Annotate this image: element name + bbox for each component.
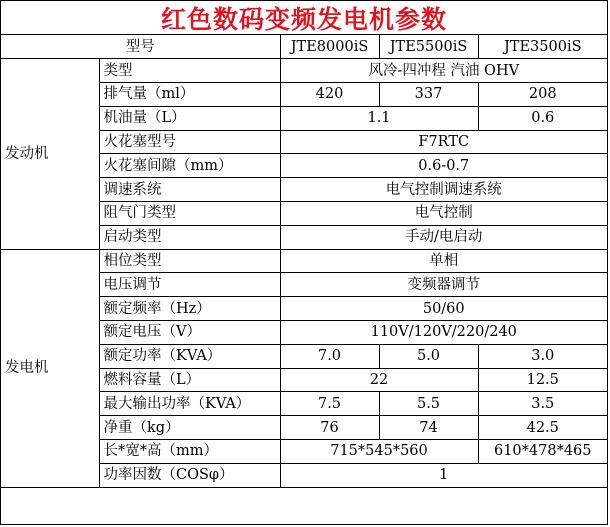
table-row [1, 249, 607, 273]
row-value: 手动/电启动 [280, 225, 607, 249]
group-engine: 发动机 [1, 59, 99, 249]
row-value: 208 [478, 83, 607, 107]
row-value: 电气控制 [280, 202, 607, 226]
row-value: 0.6 [478, 106, 607, 130]
header-row [1, 35, 607, 59]
row-value: 3.5 [478, 392, 607, 416]
model-col-3: JTE3500iS [478, 35, 607, 59]
row-value: 12.5 [478, 368, 607, 392]
row-label: 启动类型 [99, 225, 280, 249]
row-value: 5.5 [379, 392, 478, 416]
row-label: 机油量（L） [99, 106, 280, 130]
row-label: 长*宽*高（mm） [99, 440, 280, 464]
row-value: 3.0 [478, 344, 607, 368]
row-label: 排气量（ml） [99, 83, 280, 107]
row-value: 变频器调节 [280, 273, 607, 297]
row-value: 0.6-0.7 [280, 154, 607, 178]
model-col-2: JTE5500iS [379, 35, 478, 59]
row-value: 单相 [280, 249, 607, 273]
row-value: 5.0 [379, 344, 478, 368]
row-value: F7RTC [280, 130, 607, 154]
row-value: 715*545*560 [280, 440, 478, 464]
row-label: 净重（kg） [99, 416, 280, 440]
row-label: 燃料容量（L） [99, 368, 280, 392]
row-value: 42.5 [478, 416, 607, 440]
row-value: 110V/120V/220/240 [280, 321, 607, 345]
spec-table [1, 35, 607, 488]
row-label: 类型 [99, 59, 280, 83]
row-value: 22 [280, 368, 478, 392]
group-generator: 发电机 [1, 249, 99, 487]
row-label: 额定电压（V） [99, 321, 280, 345]
row-value: 420 [280, 83, 379, 107]
row-label: 电压调节 [99, 273, 280, 297]
table-row [1, 59, 607, 83]
row-value: 1 [280, 463, 607, 487]
row-value: 74 [379, 416, 478, 440]
row-label: 功率因数（COSφ） [99, 463, 280, 487]
row-value: 1.1 [280, 106, 478, 130]
row-value: 风冷-四冲程 汽油 OHV [280, 59, 607, 83]
model-header-label: 型号 [1, 35, 280, 59]
row-label: 调速系统 [99, 178, 280, 202]
row-value: 7.0 [280, 344, 379, 368]
row-value: 337 [379, 83, 478, 107]
row-label: 相位类型 [99, 249, 280, 273]
sheet-title: 红色数码变频发电机参数 [1, 1, 607, 35]
row-value: 50/60 [280, 297, 607, 321]
row-label: 阻气门类型 [99, 202, 280, 226]
row-value: 7.5 [280, 392, 379, 416]
row-label: 火花塞间隙（mm） [99, 154, 280, 178]
row-label: 火花塞型号 [99, 130, 280, 154]
row-value: 610*478*465 [478, 440, 607, 464]
row-label: 额定功率（KVA） [99, 344, 280, 368]
row-value: 76 [280, 416, 379, 440]
row-label: 最大输出功率（KVA） [99, 392, 280, 416]
row-value: 电气控制调速系统 [280, 178, 607, 202]
row-label: 额定频率（Hz） [99, 297, 280, 321]
model-col-1: JTE8000iS [280, 35, 379, 59]
